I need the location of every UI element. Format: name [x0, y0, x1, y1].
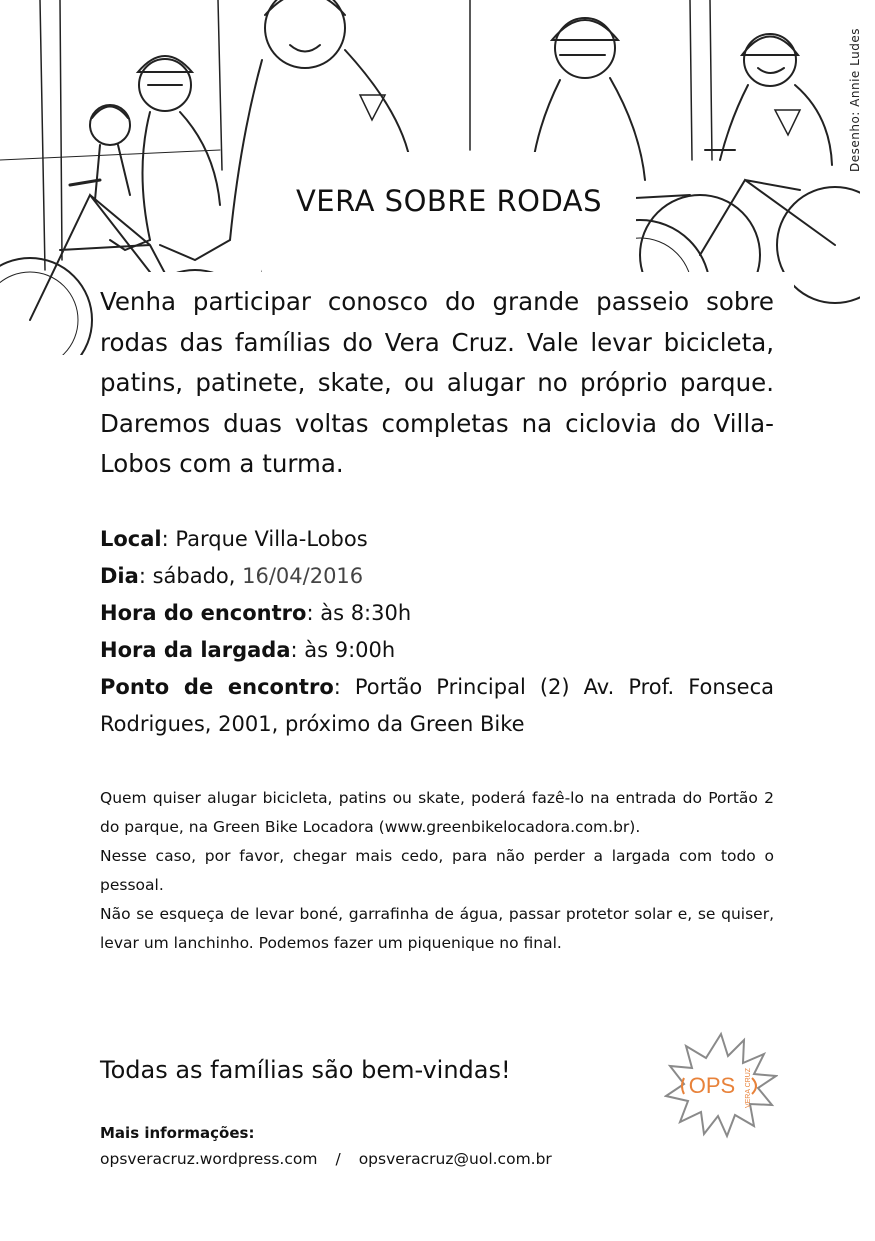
- event-date: 16/04/2016: [242, 564, 364, 588]
- encontro-value: : às 8:30h: [306, 601, 412, 625]
- dia-prefix: : sábado,: [138, 564, 243, 588]
- note-rental: Quem quiser alugar bicicleta, patins ou skate, poderá fazê-lo na entrada do Portão 2 do parque, na Green Bike Locadora (www.greenbikelocadora.com.br).: [100, 789, 774, 836]
- contact-separator: /: [335, 1150, 341, 1168]
- rental-notes: [100, 784, 774, 958]
- ponto-value: : Portão Principal (2) Av. Prof. Fonseca Rodrigues, 2001, próximo da Green Bike: [100, 675, 774, 736]
- local-label: Local: [100, 527, 162, 551]
- detail-encontro: [100, 595, 774, 632]
- note-arrive-early: Nesse caso, por favor, chegar mais cedo, para não perder a largada com todo o pessoal.: [100, 847, 774, 894]
- detail-local: [100, 521, 774, 558]
- event-details: [100, 521, 774, 743]
- detail-dia: [100, 558, 774, 595]
- welcome-message: Todas as famílias são bem-vindas!: [100, 1056, 511, 1084]
- ponto-label: Ponto de encontro: [100, 675, 334, 699]
- website-link[interactable]: opsveracruz.wordpress.com: [100, 1150, 318, 1168]
- intro-paragraph: Venha participar conosco do grande passeio sobre rodas das famílias do Vera Cruz. Vale levar bicicleta, patins, patinete, skate, ou alugar no próprio parque. Daremos duas voltas completas na ciclovia do Villa-Lobos com a turma.: [100, 287, 774, 478]
- page-title: VERA SOBRE RODAS: [295, 184, 603, 218]
- dia-label: Dia: [100, 564, 139, 588]
- ops-vera-cruz-logo: [664, 1030, 778, 1140]
- encontro-label: Hora do encontro: [100, 601, 307, 625]
- contact-line: [100, 1150, 552, 1168]
- detail-largada: [100, 632, 774, 669]
- logo-subtext: VERA CRUZ: [745, 1067, 752, 1109]
- note-bring-items: Não se esqueça de levar boné, garrafinha de água, passar protetor solar e, se quiser, levar um lanchinho. Podemos fazer um piquenique no final.: [100, 905, 774, 952]
- largada-value: : às 9:00h: [290, 638, 396, 662]
- email-link[interactable]: opsveracruz@uol.com.br: [358, 1150, 552, 1168]
- largada-label: Hora da largada: [100, 638, 291, 662]
- detail-ponto: [100, 669, 774, 743]
- illustration-credit: Desenho: Annie Ludes: [848, 28, 862, 172]
- more-info-label: Mais informações:: [100, 1124, 255, 1142]
- local-value: : Parque Villa-Lobos: [161, 527, 368, 551]
- logo-text: OPS: [688, 1073, 736, 1098]
